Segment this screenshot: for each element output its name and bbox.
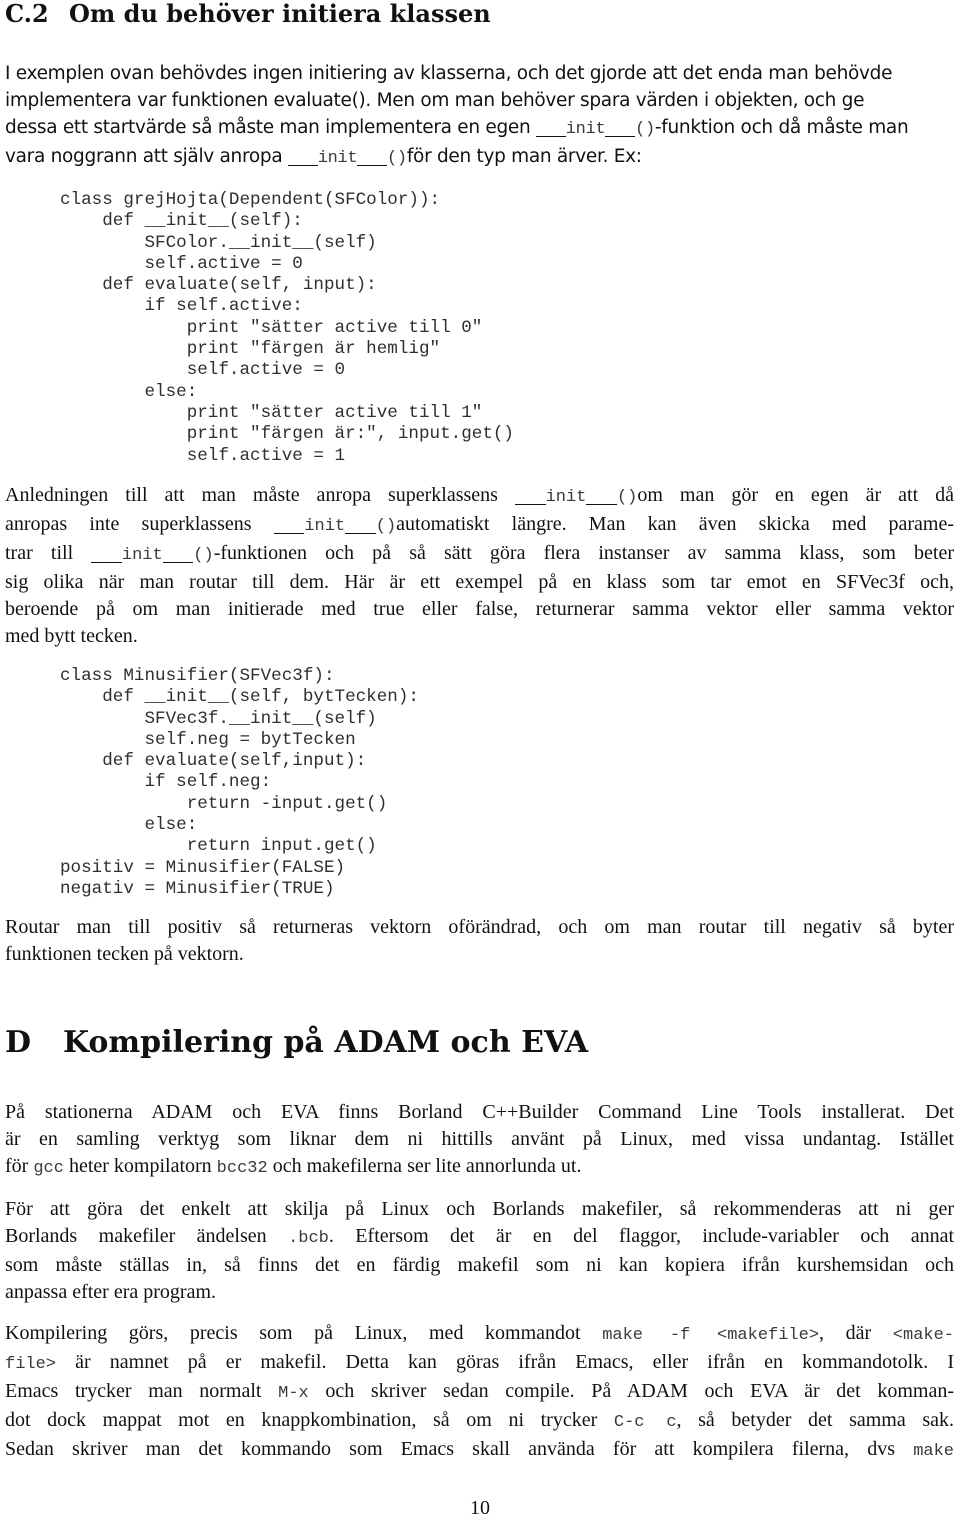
code-line: if self.neg: [60,772,272,793]
code-line: print "sätter active till 1" [60,402,483,423]
paragraph-superclass-init [5,482,954,650]
code-line: print "färgen är:", input.get() [60,424,514,445]
paragraph-line: Sedan skriver man det kommando som Emacs skall använda för att kompilera filerna, dvs make [5,1438,954,1461]
section-heading-c2 [5,0,954,28]
intro-line: implementera var funktionen evaluate(). Men om man behöver spara värden i objekten, och ge [5,90,865,111]
intro-line: vara noggrann att själv anropa init ()för den typ man ärver. Ex: [5,146,642,168]
paragraph-line: Emacs trycker man normalt M-x och skriver sedan compile. På ADAM och EVA är det komman- [5,1380,955,1403]
section-heading-d [5,1025,954,1061]
code-block-minusifier [60,666,419,900]
paragraph-line: För att göra det enkelt att skilja på Linux och Borlands makefiler, så rekommenderas att ni ger [5,1198,954,1220]
paragraph-compiling [5,1320,954,1465]
code-line: SFVec3f.__init__(self) [60,708,377,729]
paragraph-line: file> är namnet på er makefil. Detta kan göras ifrån Emacs, eller ifrån en kommandotolk. I [5,1351,954,1374]
paragraph-routing [5,914,954,968]
code-line: SFColor.__init__(self) [60,232,377,253]
code-line: if self.active: [60,296,303,317]
code-line: def __init__(self): [60,211,303,232]
paragraph-borland-intro [5,1099,954,1182]
code-line: negativ = Minusifier(TRUE) [60,878,335,899]
code-line: else: [60,815,198,836]
code-line: class grejHojta(Dependent(SFColor)): [60,190,441,210]
paragraph-line: På stationerna ADAM och EVA finns Borland C++Builder Command Line Tools installerat. Det [5,1101,954,1123]
paragraph-line: Anledningen till att man måste anropa superklassens init ()om man gör en egen är att då [5,484,955,507]
paragraph-line: sig olika när man routar till dem. Här är ett exempel på en klass som tar emot en SFVec3f och, [5,571,954,593]
code-block-grejhojta [60,190,514,467]
paragraph-line: med bytt tecken. [5,625,138,647]
paragraph-line: anpassa efter era program. [5,1281,216,1303]
code-line: class Minusifier(SFVec3f): [60,666,335,686]
code-line: self.active = 0 [60,360,346,381]
paragraph-line: anropas inte superklassens init ()automatiskt längre. Man kan även skicka med parame- [5,513,955,536]
section-number: C.2 [5,0,49,28]
code-line: def evaluate(self, input): [60,275,377,296]
code-line: positiv = Minusifier(FALSE) [60,857,346,878]
code-line: def evaluate(self,input): [60,751,367,772]
code-line: return input.get() [60,836,377,857]
code-line: else: [60,381,198,402]
section-number: D [5,1025,32,1060]
code-line: self.neg = bytTecken [60,729,356,750]
paragraph-line: är en samling verktyg som liknar dem ni hittills använt på Linux, med vissa undantag. Istället [5,1128,954,1150]
section-title: Om du behöver initiera klassen [69,0,491,28]
intro-paragraph [5,60,954,172]
code-line: self.active = 0 [60,253,303,274]
paragraph-line: Routar man till positiv så returneras vektorn oförändrad, och om man routar till negativ så byter [5,916,954,938]
paragraph-line: för gcc heter kompilatorn bcc32 och makefilerna ser lite annorlunda ut. [5,1155,582,1178]
page-number: 10 [470,1497,490,1519]
paragraph-line: dot dock mappat mot en knappkombination, så om ni trycker C-c c, så betyder det samma sak. [5,1409,955,1432]
paragraph-line: Kompilering görs, precis som på Linux, med kommandot make -f <makefile>, där <make- [5,1322,955,1345]
intro-line: I exemplen ovan behövdes ingen initiering av klasserna, och det gjorde att det enda man behövde [5,63,893,84]
code-line: print "färgen är hemlig" [60,339,441,360]
paragraph-line: beroende på om man initierade med true eller false, returnerar samma vektor eller samma vektor [5,598,954,620]
code-line: return -input.get() [60,793,388,814]
intro-line: dessa ett startvärde så måste man implementera en egen init ()-funktion och då måste man [5,117,909,139]
paragraph-line: trar till init ()-funktionen och på så sätt göra flera instanser av samma klass, som beter [5,542,954,565]
code-line: def __init__(self, bytTecken): [60,687,419,708]
paragraph-makefiles [5,1196,954,1306]
paragraph-line: som måste ställas in, så finns det en färdig makefil som ni kan kopiera ifrån kurshemsidan och [5,1254,954,1276]
paragraph-line: Borlands makefiler ändelsen .bcb. Eftersom det är en del flaggor, include-variabler och annat [5,1225,954,1248]
code-line: self.active = 1 [60,445,346,466]
section-title: Kompilering på ADAM och EVA [63,1025,589,1060]
paragraph-line: funktionen tecken på vektorn. [5,943,244,965]
code-line: print "sätter active till 0" [60,317,483,338]
